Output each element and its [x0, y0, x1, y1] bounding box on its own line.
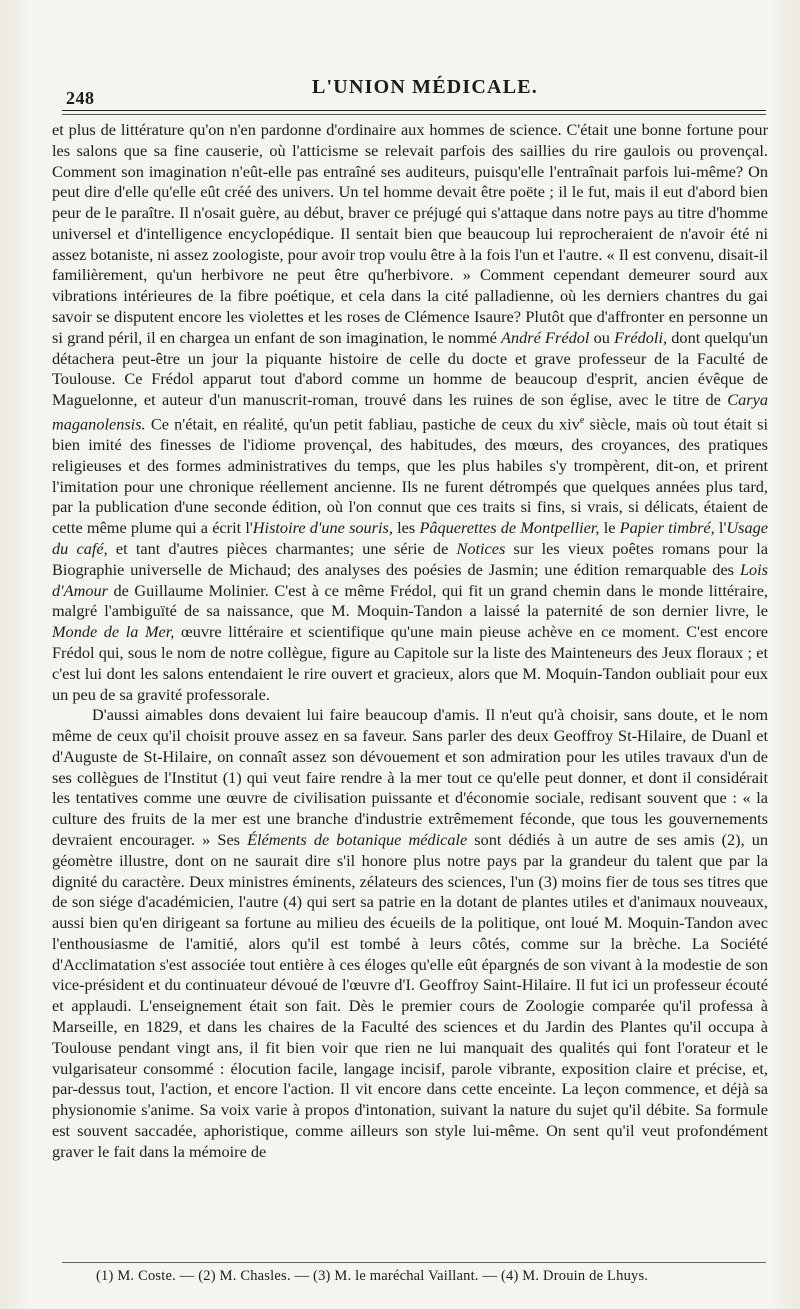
- header-rule-thin: [62, 114, 766, 115]
- text-run: de Guillaume Molinier. C'est à ce même Frédol, qui fit un grand chemin dans le monde littéraire, malgré l'ambiguïté de sa naissance, que M. Moquin-Tandon a laissé la paternité de son dernier livre, le: [52, 580, 768, 621]
- text-run: œuvre littéraire et scientifique qu'une main pieuse achève en ce moment. C'est encore Frédol qui, sous le nom de notre collègue, figure au Capitole sur la liste des Mainteneurs des Jeux floraux ; et c'est lui dont les salons entendaient le rire ouvert et gracieux, alors que M. Moquin-Tandon oubliait pour eux un peu de sa gravité professorale.: [52, 622, 769, 704]
- text-run: Ce n'était, en réalité, qu'un petit fabliau, pastiche de ceux du xiv: [145, 414, 580, 434]
- footnote-rule: [62, 1262, 766, 1263]
- italic-title: Pâquerettes de Montpellier,: [419, 518, 600, 538]
- text-run: et plus de littérature qu'on n'en pardonne d'ordinaire aux hommes de science. C'était une bonne fortune pour les salons que sa fine causerie, où l'atticisme se relevait parfois des saillies du rire gaulois ou provençal. Comment son imagination n'eût-elle pas entraîné ses auditeurs, puisqu'elle l'entraînait parfois lui-même? On peut dire d'elle qu'elle eût créé des univers. Un tel homme devait être poëte ; il le fut, mais il eut d'abord bien peur de le paraître. Il n'osait guère, au début, braver ce préjugé qui s'attaque dans notre pays au titre d'homme universel et d'intelligence encyclopédique. Il sentait bien que beaucoup lui reprocheraient de n'avoir été ni assez botaniste, ni assez zoologiste, pour avoir trop voulu être à la fois l'un et l'autre. « Il est convenu, disait-il familièrement, qu'un herbivore ne peut être qu'herbivore. » Comment cependant demeurer sourd aux vibrations intérieures de la fibre poétique, et cela dans la cité palladienne, où les derniers chantres du gai savoir se disputent encore les violettes et les roses de Clémence Isaure? Plutôt que d'affronter en personne un si grand péril, il en chargea un enfant de son imagination, le nommé: [52, 120, 768, 347]
- text-run: sont dédiés à un autre de ses amis (2), un géomètre illustre, dont on ne saurait dire s'il honore plus notre pays par la grandeur du talent que par la dignité du caractère. Deux ministres éminents, zélateurs des sciences, l'un (3) moins fier de tous ses titres que de son siége d'académicien, l'autre (4) qui sert sa patrie en la dotant de plantes utiles et d'animaux nouveaux, aussi bien qu'en dirigeant sa fortune au milieu des écueils de la politique, ont loué M. Moquin-Tandon avec l'enthousiasme de l'amitié, alors qu'il est tombé à leurs côtés, comme sur la brèche. La Société d'Acclimatation s'est associée tout entière à ces éloges qu'elle eût épargnés de son vivant à la modestie de son vice-président et du continuateur dévoué de l'œuvre d'I. Geoffroy Saint-Hilaire. Il fut ici un professeur écouté et applaudi. L'enseignement était son fait. Dès le premier cours de Zoologie comparée qu'il professa à Marseille, en 1829, et dans les chaires de la Faculté des sciences et du Jardin des Plantes qu'il occupa à Toulouse pendant vingt ans, il fit bien voir que rien ne lui manquait des qualités qui font l'orateur et le vulgarisateur consommé : élocution facile, langage incisif, parole vibrante, exposition claire et précise, et, par-dessus tout, l'action, et encore l'action. Il vit encore dans cette enceinte. La leçon commence, et déjà sa physionomie s'anime. Sa voix varie à propos d'intonation, suivant la nature du sujet qu'il débite. Sa formule est souvent saccadée, aphoristique, comme ailleurs son style lui-même. On sent qu'il veut profondément graver le fait dans la mémoire de: [52, 829, 769, 1161]
- italic-title: Papier timbré,: [619, 518, 715, 538]
- page-header: [62, 74, 766, 110]
- italic-title: André Frédol: [501, 327, 590, 347]
- italic-title: Notices: [456, 539, 506, 559]
- header-rule: [62, 110, 766, 111]
- text-run: et tant d'autres pièces charmantes; une série de: [107, 539, 457, 559]
- text-run: dont quelqu'un détachera peut-être un jour la piquante histoire de celle du docte et grave professeur de la Faculté de Toulouse. Ce Frédol apparut tout d'abord comme un homme de beaucoup d'esprit, ancien évêque de Maguelonne, et auteur d'un manuscrit-roman, trouvé dans les ruines de son église, avec le titre de: [52, 327, 768, 410]
- page-number: 248: [66, 88, 95, 108]
- footnote: (1) M. Coste. — (2) M. Chasles. — (3) M. le maréchal Vaillant. — (4) M. Drouin de Lhuys.: [96, 1268, 649, 1284]
- text-run: le: [599, 518, 620, 538]
- italic-title: Monde de la Mer,: [52, 622, 175, 642]
- italic-title: Frédoli,: [614, 327, 668, 347]
- italic-title: Lois d'Amour: [52, 559, 768, 600]
- superscript: e: [579, 414, 585, 426]
- article-body: [52, 120, 768, 1250]
- italic-title: Carya maganolensis.: [52, 390, 768, 434]
- text-run: l': [714, 518, 727, 538]
- italic-title: Éléments de botanique médicale: [247, 829, 468, 849]
- text-run: ou: [589, 327, 615, 347]
- text-run: les: [392, 518, 420, 538]
- text-run: D'aussi aimables dons devaient lui faire beaucoup d'amis. Il n'eut qu'à choisir, sans doute, et le nom même de ceux qu'il choisit prouve assez en sa faveur. Sans parler des deux Geoffroy St-Hilaire, de Duanl et d'Auguste de St-Hilaire, on connaît assez son dévouement et son admiration pour les utiles travaux d'un de ses collègues de l'Institut (1) qui veut faire rendre à la mer tout ce qu'elle peut donner, et dont il considérait les tentatives comme une œuvre de civilisation puissante et d'économie sociale, redisant souvent que : « la culture des fruits de la mer est une branche d'industrie extrêmement féconde, que tous les gouvernements devraient encourager. » Ses: [52, 705, 768, 849]
- paragraph: [52, 120, 768, 705]
- paragraph: [52, 705, 768, 1162]
- running-title: L'UNION MÉDICALE.: [312, 76, 538, 98]
- italic-title: Histoire d'une souris,: [252, 518, 393, 538]
- text-run: siècle, mais où tout était si bien imité des finesses de l'idiome provençal, des habitudes, des mœurs, des croyances, des pratiques religieuses et des formes administratives du temps, que les plus habiles s'y trompèrent, dit-on, et prirent l'imitation pour une chronique réellement ancienne. Ils ne furent détrompés que quelques années plus tard, par la publication d'une seconde édition, où l'on connut que ces traits si fins, si vrais, si délicats, étaient de cette même plume qui a écrit l': [52, 414, 768, 538]
- text-run: sur les vieux poêtes romans pour la Biographie universelle de Michaud; des analyses des poésies de Jasmin; une édition remarquable des: [52, 539, 768, 579]
- italic-title: Usage du café,: [52, 518, 768, 559]
